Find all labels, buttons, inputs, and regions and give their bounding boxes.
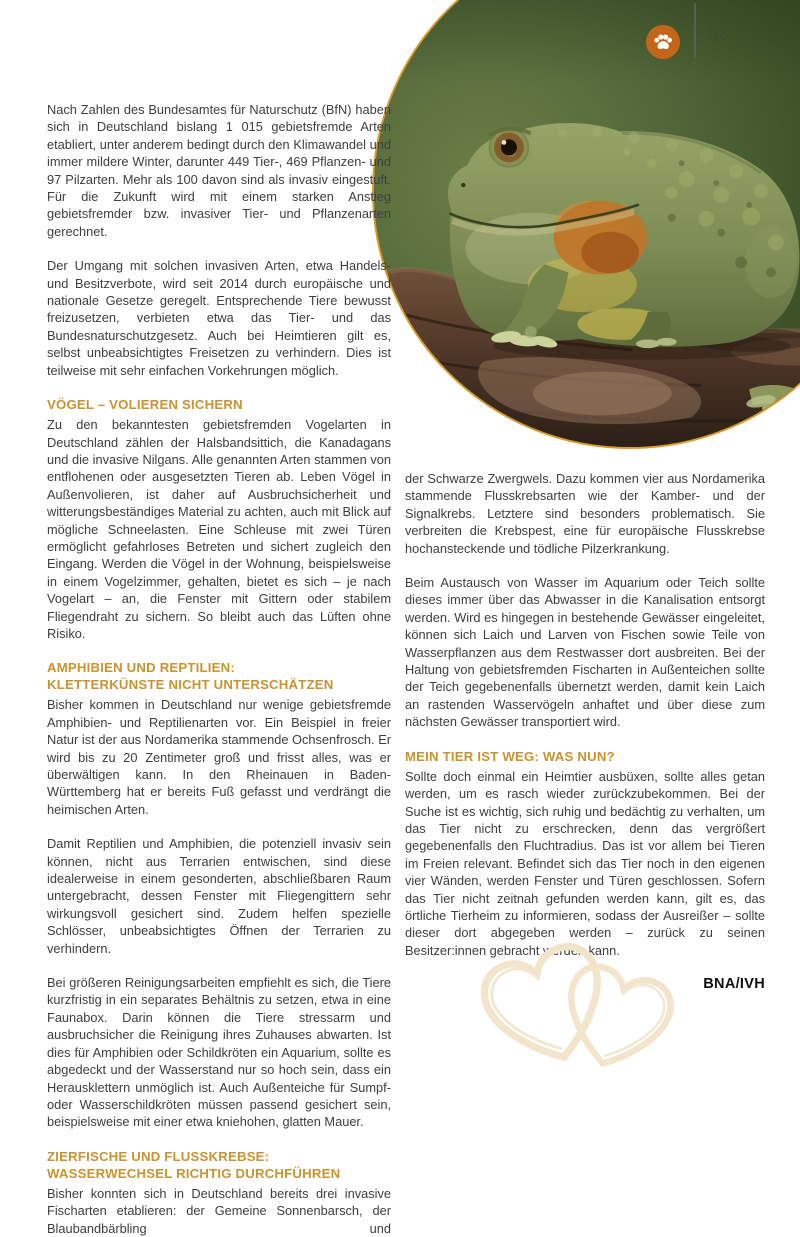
paragraph-laws: Der Umgang mit solchen invasiven Arten, etwa Handels- und Besitzverbote, wird seit 2014 durch europäische und nationale Gesetze geregelt. Entsprechende Tiere bewusst freizusetzen, verbieten etwa das Tier- und das Bundesnaturschutzgesetz. Auch bei Heimtieren gilt es, selbst unbeabsichtigtes Freisetzen zu verhindern. Dies ist teilweise mit sehr einfachen Vorkehrungen möglich. xyxy=(47,258,391,378)
heading-line: MEIN TIER IST WEG: WAS NUN? xyxy=(405,748,615,764)
paw-icon xyxy=(652,31,674,53)
heading-line: KLETTERKÜNSTE NICHT UNTERSCHÄTZEN xyxy=(47,677,334,693)
section-heading-amphibians xyxy=(47,659,391,693)
paragraph-amphibians-3: Bei größeren Reinigungsarbeiten empfiehlt es sich, die Tiere kurzfristig in ein separates Behältnis zu setzen, etwa in eine Faunabox. Darin können die Tiere stressarm und ausbruchsicher die Reinigung ihres Zuhauses abwarten. Ist dies für Amphibien oder Schildkröten ein Aquarium, sollte es abgedeckt und der Wasserstand nur so hoch sein, dass ein Herausklettern unmöglich ist. Auch Außenteiche für Sumpf- oder Wasserschildkröten müssen passend gesichert sein, beispielsweise mit einer etwa kniehohen, glatten Mauer. xyxy=(47,975,391,1130)
page-number: 53 xyxy=(707,24,731,45)
frog-photo xyxy=(372,0,800,449)
paragraph-pet-missing: Sollte doch einmal ein Heimtier ausbüxen, sollte alles getan werden, um es rasch wieder zurückzubekommen. Bei der Suche ist es wichtig, sich ruhig und bedächtig zu verhalten, um das Tier nicht zu erschrecken, denn das vergrößert gegebenenfalls den Fluchtradius. Das ist vor allem bei Tieren im Freien relevant. Befindet sich das Tier noch in den eigenen vier Wänden, werden Fenster und Türen geschlossen. Sofern das Tier nicht zeitnah gefunden werden kann, gilt es, das örtliche Tierheim zu informieren, sodass der Ausreißer – sollte dieser dort abgegeben werden – zurück zu seinen Besitzer:innen gebracht werden kann. xyxy=(405,768,765,958)
paragraph-intro-counts: Nach Zahlen des Bundesamtes für Naturschutz (BfN) haben sich in Deutschland bislang 1 015 gebietsfremde Arten etabliert, unter anderem bedingt durch den Klimawandel und immer mildere Winter, darunter 449 Tier-, 469 Pflanzen- und 97 Pilzarten. Mehr als 100 davon sind als invasiv eingestuft. Für die Zukunft wird mit einem starken Anstieg gebietsfremder bzw. invasiver Tier- und Pflanzenarten gerechnet. xyxy=(47,102,391,239)
page-number-divider xyxy=(694,3,696,58)
heading-line: ZIERFISCHE UND FLUSSKREBSE: xyxy=(47,1148,270,1164)
left-column xyxy=(47,101,391,1237)
frog-photo-illustration xyxy=(374,0,800,447)
paw-badge xyxy=(646,25,680,59)
section-heading-pet-missing xyxy=(405,748,765,765)
section-heading-fish xyxy=(47,1148,391,1182)
paragraph-fish-start: Bisher konnten sich in Deutschland bereits drei invasive Fischarten etablieren: der Gemeine Sonnenbarsch, der Blaubandbärbling und xyxy=(47,1185,391,1236)
paragraph-fish-continued: der Schwarze Zwergwels. Dazu kommen vier aus Nordamerika stammende Flusskrebsarten wie der Kamber- und der Signalkrebs. Letztere sind besonders problematisch. Sie verbreiten die Krebspest, eine für europäische Flusskrebse hochansteckende und tödliche Pilzerkrankung. xyxy=(405,471,765,556)
paragraph-amphibians-1: Bisher kommen in Deutschland nur wenige gebietsfremde Amphibien- und Reptilienarten vor. Ein Beispiel in freier Natur ist der aus Nordamerika stammende Ochsenfrosch. Er wird bis zu 20 Zentimeter groß und frisst alles, was er überwältigen kann. In den Rheinauen in Baden-Württemberg hat er bereits Fuß gefasst und verdrängt die heimischen Arten. xyxy=(47,697,391,817)
section-heading-birds xyxy=(47,396,391,413)
paragraph-birds: Zu den bekanntesten gebietsfremden Vogelarten in Deutschland zählen der Halsbandsittich, die Kanadagans und die invasive Nilgans. Alle genannten Arten stammen von entflohenen oder ausgesetzten Tieren ab. Leben Vögel in Außenvolieren, ist daher auf Ausbruchsicherheit und witterungsbeständiges Material zu achten, auch mit Blick auf mögliche Schneelasten. Eine Schleuse mit zwei Türen ermöglicht gefahrloses Betreten und sichert zugleich den Eingang. Werden die Vögel in der Wohnung, beispielsweise in einem Vogelzimmer, gehalten, bietet es sich – je nach Vogelart – an, die Fenster mit Gittern oder stabilem Fliegendraht zu sichern. So bleibt auch das Lüften ohne Risiko. xyxy=(47,417,391,641)
paragraph-amphibians-2: Damit Reptilien und Amphibien, die potenziell invasiv sein können, nicht aus Terrarien entwischen, sind diese idealerweise in einem gesonderten, abschließbaren Raum untergebracht, dessen Fenster mit Fliegengittern sehr wirkungsvoll gesichert sind. Zudem helfen spezielle Schlösser, unbeabsichtigtes Öffnen der Terrarien zu verhindern. xyxy=(47,836,391,956)
right-column xyxy=(405,470,765,992)
heading-line: VÖGEL – VOLIEREN SICHERN xyxy=(47,397,243,413)
heading-line: AMPHIBIEN UND REPTILIEN: xyxy=(47,660,235,676)
heading-line: WASSERWECHSEL RICHTIG DURCHFÜHREN xyxy=(47,1165,341,1181)
byline: BNA/IVH xyxy=(703,976,765,993)
double-hearts-decoration xyxy=(460,922,695,1097)
paragraph-water-change: Beim Austausch von Wasser im Aquarium oder Teich sollte dieses immer über das Abwasser in die Kanalisation entsorgt werden. Wird es hingegen in bestehende Gewässer eingeleitet, können sich Laich und Larven von Fischen sowie Teile von Wasserpflanzen aus dem Restwasser dort ausbreiten. Bei der Haltung von gebietsfremden Fischarten in Außenteichen sollte der Teich gegebenenfalls übernetzt werden, damit kein Laich an rastenden Wasservögeln anhaftet und über diese zum nächsten Gewässer transportiert wird. xyxy=(405,575,765,730)
